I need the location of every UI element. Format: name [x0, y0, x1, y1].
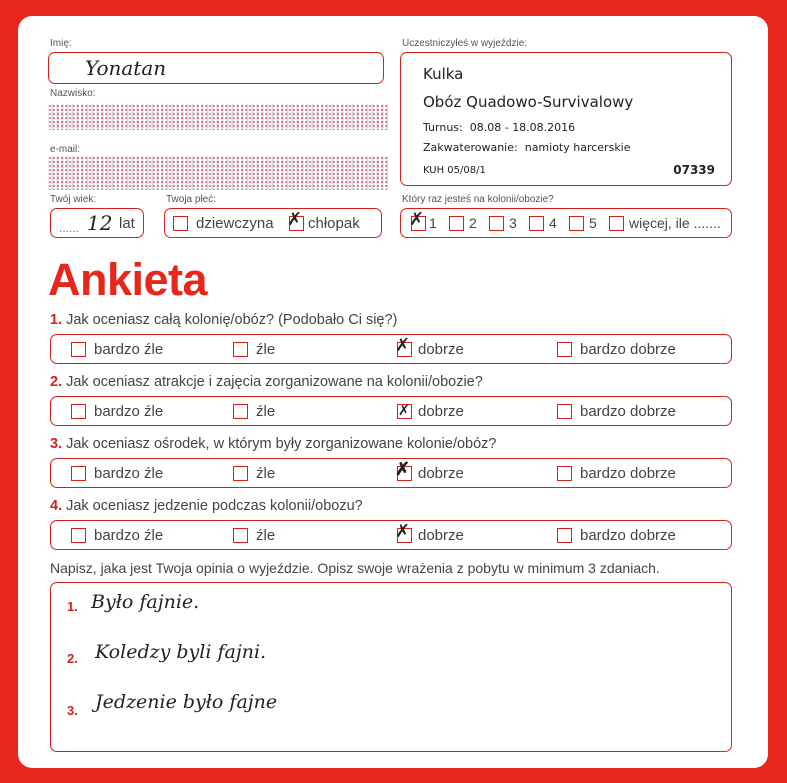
question-1: 1. Jak oceniasz całą kolonię/obóz? (Podobało Ci się?): [50, 312, 398, 328]
checkbox-icon[interactable]: [557, 404, 572, 419]
q1-option-bad[interactable]: źle: [233, 341, 275, 358]
times-option-5[interactable]: 5: [569, 215, 597, 231]
q3-option-very-bad[interactable]: bardzo źle: [71, 465, 163, 482]
checkbox-checked-icon[interactable]: ✗: [287, 209, 303, 230]
opinion-line-2: Koledzy byli fajni.: [95, 641, 267, 663]
camp-number: 07339: [673, 163, 715, 177]
checkbox-checked-icon[interactable]: ✗: [409, 208, 425, 230]
opinion-line-1-num: 1.: [67, 599, 78, 614]
q2-option-very-good[interactable]: bardzo dobrze: [557, 403, 676, 420]
checkbox-icon[interactable]: [449, 216, 464, 231]
surname-label: Nazwisko:: [50, 88, 96, 99]
question-4: 4. Jak oceniasz jedzenie podczas kolonii/obozu?: [50, 498, 363, 514]
gender-female-option[interactable]: [173, 215, 274, 232]
q2-option-bad[interactable]: źle: [233, 403, 275, 420]
times-option-1[interactable]: ✗ 1: [409, 208, 437, 231]
checkbox-checked-icon[interactable]: ✗: [395, 459, 411, 480]
times-option-3[interactable]: 3: [489, 215, 517, 231]
times-group: [400, 208, 732, 238]
q3-option-very-good[interactable]: bardzo dobrze: [557, 465, 676, 482]
checkbox-icon[interactable]: [557, 466, 572, 481]
q2-option-good[interactable]: ✗ dobrze: [398, 403, 464, 420]
checkbox-icon[interactable]: [173, 216, 188, 231]
q4-option-good[interactable]: ✗ dobrze: [395, 521, 464, 544]
name-label: Imię:: [50, 38, 72, 49]
checkbox-icon[interactable]: [609, 216, 624, 231]
q4-option-very-good[interactable]: bardzo dobrze: [557, 527, 676, 544]
email-label: e-mail:: [50, 144, 81, 155]
opinion-line-3: Jedzenie było fajne: [95, 691, 278, 713]
times-option-4[interactable]: 4: [529, 215, 557, 231]
opinion-line-3-num: 3.: [67, 703, 78, 718]
survey-title: Ankieta: [48, 254, 208, 305]
gender-label: Twoja płeć:: [166, 194, 217, 205]
age-dots: ......: [59, 221, 80, 235]
checkbox-checked-icon[interactable]: ✗: [395, 521, 411, 542]
participant-label: Uczestniczyłeś w wyjeździe:: [402, 38, 528, 49]
q4-option-bad[interactable]: źle: [233, 527, 275, 544]
rating-row-3: [50, 458, 732, 488]
q3-option-good[interactable]: ✗ dobrze: [395, 459, 464, 482]
checkbox-icon[interactable]: [557, 528, 572, 543]
times-option-more[interactable]: więcej, ile .......: [609, 215, 721, 231]
rating-row-1: [50, 334, 732, 364]
age-unit: lat: [119, 215, 135, 232]
opinion-line-2-num: 2.: [67, 651, 78, 666]
times-option-2[interactable]: 2: [449, 215, 477, 231]
q4-option-very-bad[interactable]: bardzo źle: [71, 527, 163, 544]
checkbox-icon[interactable]: [529, 216, 544, 231]
survey-sheet: [18, 16, 768, 768]
q1-option-very-bad[interactable]: bardzo źle: [71, 341, 163, 358]
camp-info-box: [400, 52, 732, 186]
gender-male-option[interactable]: [287, 209, 360, 232]
question-2: 2. Jak oceniasz atrakcje i zajęcia zorganizowane na kolonii/obozie?: [50, 374, 483, 390]
checkbox-checked-icon[interactable]: ✗: [397, 404, 412, 419]
checkbox-icon[interactable]: [569, 216, 584, 231]
q2-option-very-bad[interactable]: bardzo źle: [71, 403, 163, 420]
name-value: Yonatan: [85, 56, 167, 80]
camp-lodging: Zakwaterowanie: namioty harcerskie: [423, 141, 631, 154]
checkbox-icon[interactable]: [557, 342, 572, 357]
opinion-line-1: Było fajnie.: [91, 591, 200, 613]
checkbox-icon[interactable]: [71, 342, 86, 357]
q1-option-very-good[interactable]: bardzo dobrze: [557, 341, 676, 358]
checkbox-icon[interactable]: [71, 404, 86, 419]
checkbox-checked-icon[interactable]: ✗: [395, 335, 411, 356]
age-label: Twój wiek:: [50, 194, 97, 205]
opinion-prompt: Napisz, jaka jest Twoja opinia o wyjeździe. Opisz swoje wrażenia z pobytu w minimum 3 zdaniach.: [50, 560, 660, 576]
camp-turnus: Turnus: 08.08 - 18.08.2016: [423, 121, 576, 134]
gender-group: [164, 208, 382, 238]
times-label: Który raz jesteś na kolonii/obozie?: [402, 194, 554, 205]
q3-option-bad[interactable]: źle: [233, 465, 275, 482]
camp-type: Obóz Quadowo-Survivalowy: [423, 93, 634, 111]
checkbox-icon[interactable]: [233, 342, 248, 357]
opinion-box[interactable]: [50, 582, 732, 752]
name-field[interactable]: [48, 52, 384, 84]
q1-option-good[interactable]: ✗ dobrze: [395, 335, 464, 358]
gender-female-label: dziewczyna: [196, 215, 274, 232]
checkbox-icon[interactable]: [489, 216, 504, 231]
checkbox-icon[interactable]: [233, 466, 248, 481]
rating-row-4: [50, 520, 732, 550]
checkbox-icon[interactable]: [233, 404, 248, 419]
checkbox-icon[interactable]: [233, 528, 248, 543]
email-redacted: [48, 156, 388, 190]
camp-name: Kulka: [423, 65, 464, 83]
age-field[interactable]: [50, 208, 144, 238]
gender-male-label: chłopak: [308, 215, 360, 232]
checkbox-icon[interactable]: [71, 466, 86, 481]
question-3: 3. Jak oceniasz ośrodek, w którym były zorganizowane kolonie/obóz?: [50, 436, 497, 452]
surname-redacted: [48, 104, 388, 130]
camp-code: KUH 05/08/1: [423, 165, 486, 176]
age-value: 12: [87, 211, 113, 235]
rating-row-2: [50, 396, 732, 426]
checkbox-icon[interactable]: [71, 528, 86, 543]
